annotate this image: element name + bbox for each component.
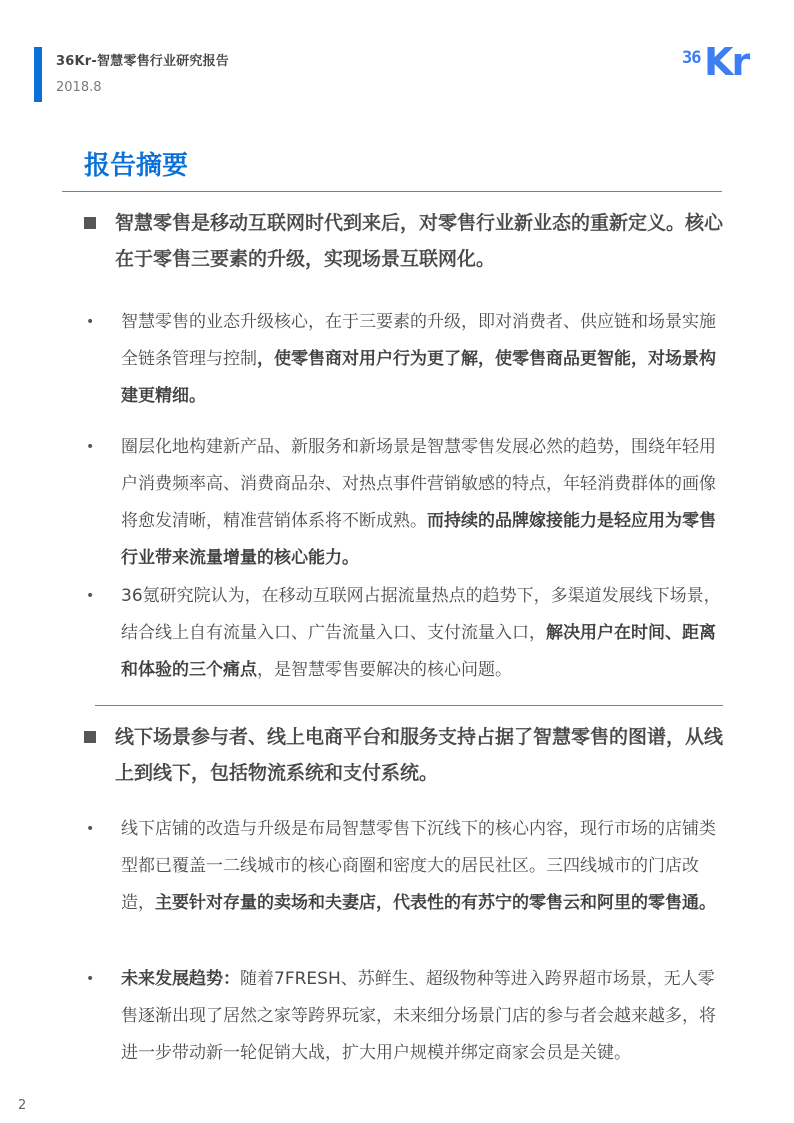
bullet-dot-icon: • [86,588,95,604]
bullet-text-normal: 随着7FRESH、苏鲜生、超级物种等进入跨界超市场景，无人零售逐渐出现了居然之家等跨界玩家，未来细分场景门店的参与者会越来越多，将进一步带动新一轮促销大战，扩大用户规模并绑定商家会员是关键。 [121,969,716,1063]
bullet-text [84,961,724,1072]
bullet-text-bold: 而持续的品牌嫁接能力是轻应用为零售行业带来流量增量的核心能力。 [121,511,716,568]
header-accent-bar [34,47,42,102]
bullet-text-bold: 未来发展趋势： [121,969,240,989]
key-point-heading [84,205,724,277]
bullet-text-normal: ，是智慧零售要解决的核心问题。 [257,660,512,680]
bullet-text [84,578,724,689]
logo-number: 36 [682,48,701,68]
bullet-text [84,304,724,415]
bullet-text-normal: 36氪研究院认为，在移动互联网占据流量热点的趋势下，多渠道发展线下场景，结合线上自有流量入口、广告流量入口、支付流量入口， [121,586,721,643]
bullet-item [84,961,724,1072]
divider [62,191,722,192]
bullet-dot-icon: • [86,821,95,837]
bullet-dot-icon: • [86,439,95,455]
bullet-text [84,811,724,922]
bullet-text-normal: 线下店铺的改造与升级是布局智慧零售下沉线下的核心内容，现行市场的店铺类型都已覆盖一二线城市的核心商圈和密度大的居民社区。三四线城市的门店改造， [121,819,716,913]
bullet-dot-icon: • [86,971,95,987]
square-bullet-icon [84,217,96,229]
bullet-text-bold: 主要针对存量的卖场和夫妻店，代表性的有苏宁的零售云和阿里的零售通。 [155,893,716,913]
logo-letters: Kr [704,40,749,84]
bullet-item [84,304,724,415]
divider [95,705,723,706]
report-date: 2018.8 [56,80,102,95]
bullet-text-bold: ，使零售商对用户行为更了解，使零售商品更智能，对场景构建更精细。 [121,349,716,406]
bullet-text [84,429,724,577]
bullet-dot-icon: • [86,314,95,330]
heading-text: 智慧零售是移动互联网时代到来后，对零售行业新业态的重新定义。核心在于零售三要素的升级，实现场景互联网化。 [115,212,724,270]
heading-text: 线下场景参与者、线上电商平台和服务支持占据了智慧零售的图谱，从线上到线下，包括物流系统和支付系统。 [115,726,724,784]
bullet-text-normal: 智慧零售的业态升级核心，在于三要素的升级，即对消费者、供应链和场景实施全链条管理与控制 [121,312,716,369]
bullet-item [84,429,724,577]
page-number: 2 [18,1098,27,1113]
bullet-item [84,811,724,922]
36kr-logo [682,40,762,92]
bullet-text-normal: 圈层化地构建新产品、新服务和新场景是智慧零售发展必然的趋势，围绕年轻用户消费频率高、消费商品杂、对热点事件营销敏感的特点，年轻消费群体的画像将愈发清晰，精准营销体系将不断成熟。 [121,437,716,531]
bullet-item [84,578,724,689]
bullet-text-bold: 解决用户在时间、距离和体验的三个痛点 [121,623,716,680]
square-bullet-icon [84,731,96,743]
key-point-heading [84,719,724,791]
report-title: 36Kr-智慧零售行业研究报告 [56,54,229,69]
section-title: 报告摘要 [84,151,189,181]
